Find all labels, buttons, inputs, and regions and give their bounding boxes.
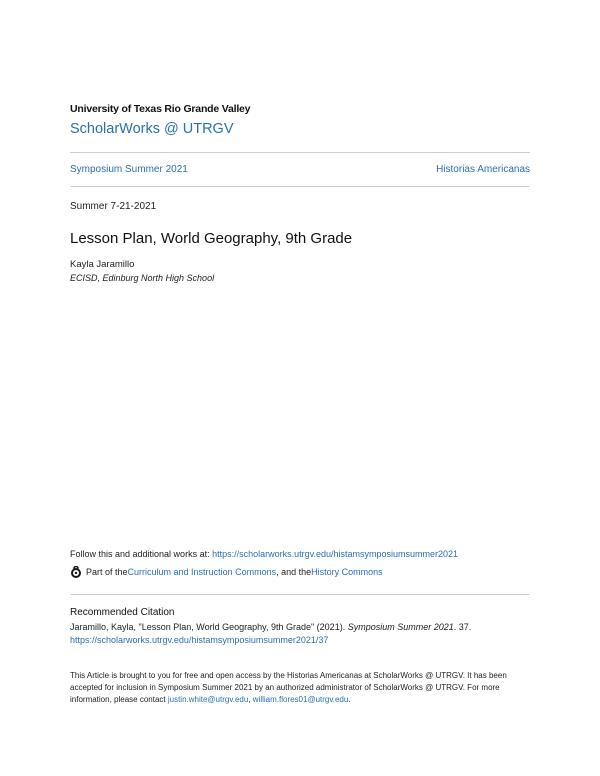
divider-citation <box>70 594 530 595</box>
citation-text <box>70 621 530 647</box>
contact-email-1[interactable]: justin.white@utrgv.edu <box>167 695 249 704</box>
part-of-prefix: Part of the <box>86 567 128 577</box>
author-affiliation: ECISD, Edinburg North High School <box>70 273 215 283</box>
citation-end: . 37. <box>453 622 472 632</box>
author-name: Kayla Jaramillo <box>70 259 135 270</box>
about-sep: , <box>248 695 253 704</box>
citation-heading: Recommended Citation <box>70 607 175 618</box>
open-access-icon <box>70 566 82 578</box>
history-commons-link[interactable]: History Commons <box>311 567 383 577</box>
repository-link[interactable]: ScholarWorks @ UTRGV <box>70 121 234 137</box>
divider-top <box>70 152 530 153</box>
citation-link[interactable]: https://scholarworks.utrgv.edu/histamsymposiumsummer2021/37 <box>70 635 329 645</box>
part-of-middle: , and the <box>276 567 312 577</box>
follow-link[interactable]: https://scholarworks.utrgv.edu/histamsymposiumsummer2021 <box>212 549 459 559</box>
citation-start: Jaramillo, Kayla, "Lesson Plan, World Geography, 9th Grade" (2021). <box>70 622 348 632</box>
divider-bottom <box>70 186 530 187</box>
citation-journal: Symposium Summer 2021 <box>347 622 454 632</box>
contact-email-2[interactable]: william.flores01@utrgv.edu <box>252 695 349 704</box>
article-title: Lesson Plan, World Geography, 9th Grade <box>70 230 353 247</box>
publication-date: Summer 7-21-2021 <box>70 201 157 212</box>
about-notice <box>70 670 530 706</box>
part-of-line <box>70 566 383 578</box>
about-text: This Article is brought to you for free and open access by the Historias Americanas at ScholarWorks @ UTRGV. It has been accepted for inclusion in Symposium Summer 2021 by an authorized administrator of ScholarWorks @ UTRGV. For more information, please contact <box>70 671 507 704</box>
curriculum-commons-link[interactable]: Curriculum and Instruction Commons <box>127 567 277 577</box>
follow-prefix: Follow this and additional works at: <box>70 549 213 559</box>
university-name: University of Texas Rio Grande Valley <box>70 103 251 115</box>
collection-link-historias[interactable]: Historias Americanas <box>436 164 530 175</box>
about-end: . <box>348 695 351 704</box>
collection-link-symposium[interactable]: Symposium Summer 2021 <box>70 164 188 175</box>
follow-line <box>70 549 458 559</box>
